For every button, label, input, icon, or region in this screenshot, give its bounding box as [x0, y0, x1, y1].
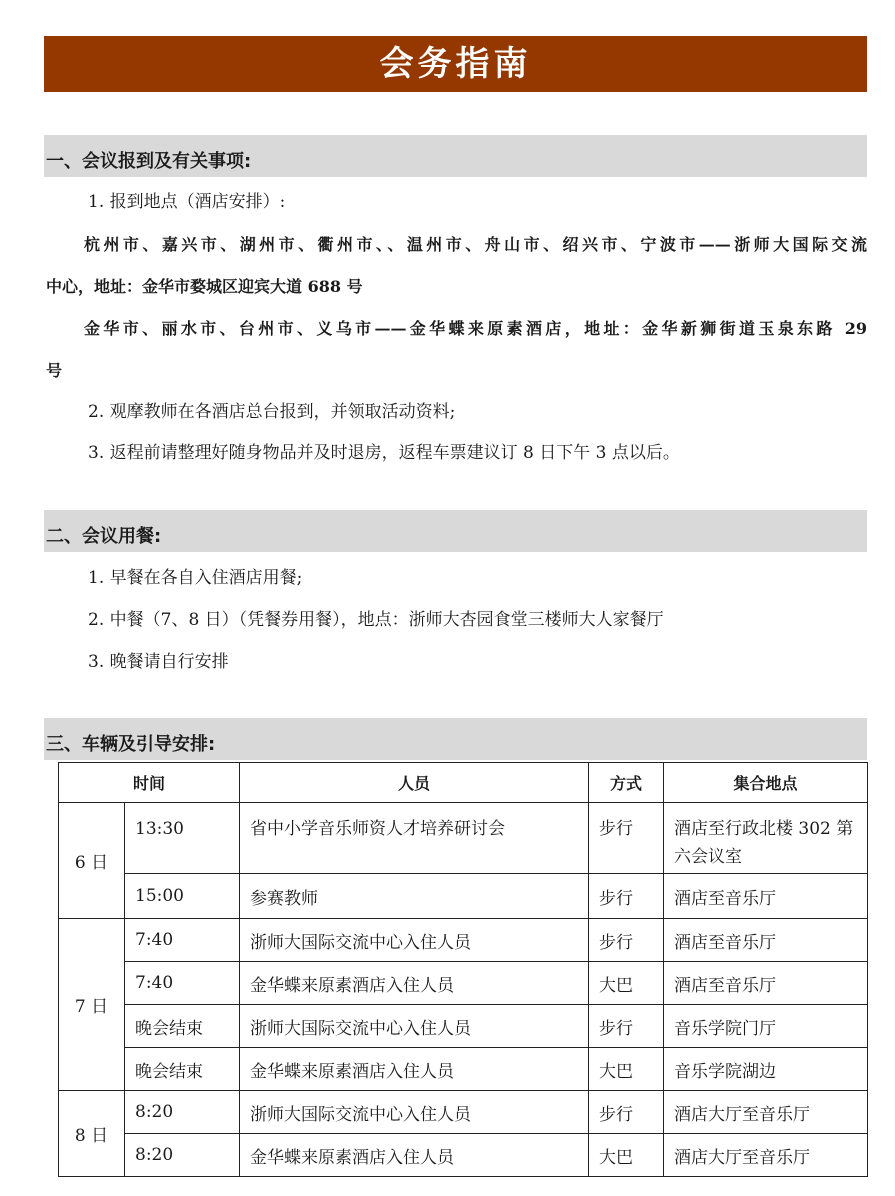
mode-cell: 步行 — [589, 919, 664, 962]
people-cell: 金华蝶来原素酒店入住人员 — [240, 1134, 589, 1177]
day-cell: 8 日 — [59, 1091, 125, 1177]
section-heading-text: 三、车辆及引导安排: — [46, 734, 216, 755]
mode-cell: 大巴 — [589, 1048, 664, 1091]
time-cell: 晚会结束 — [125, 1005, 240, 1048]
people-cell: 金华蝶来原素酒店入住人员 — [240, 962, 589, 1005]
place-cell: 酒店至行政北楼 302 第六会议室 — [664, 803, 868, 874]
mode-cell: 大巴 — [589, 962, 664, 1005]
time-cell: 7:40 — [125, 962, 240, 1005]
header-place: 集合地点 — [664, 763, 868, 803]
time-cell: 15:00 — [125, 874, 240, 919]
people-cell: 参赛教师 — [240, 874, 589, 919]
table-header-row — [59, 763, 868, 803]
place-cell: 酒店大厅至音乐厅 — [664, 1134, 868, 1177]
table-row — [59, 1048, 868, 1091]
section-heading-text: 二、会议用餐: — [46, 526, 162, 547]
table-row — [59, 1091, 868, 1134]
hotel-1-line-2: 中心，地址：金华市婺城区迎宾大道 688 号 — [46, 277, 363, 296]
registration-item-3: 3. 返程前请整理好随身物品并及时退房，返程车票建议订 8 日下午 3 点以后。 — [88, 443, 680, 463]
hotel-1-line-1-wrap — [84, 233, 867, 257]
day-cell: 6 日 — [59, 803, 125, 919]
table-row — [59, 803, 868, 874]
table-row — [59, 874, 868, 919]
people-cell: 浙师大国际交流中心入住人员 — [240, 1005, 589, 1048]
header-mode: 方式 — [589, 763, 664, 803]
people-cell: 浙师大国际交流中心入住人员 — [240, 1091, 589, 1134]
mode-cell: 大巴 — [589, 1134, 664, 1177]
people-cell: 金华蝶来原素酒店入住人员 — [240, 1048, 589, 1091]
place-cell: 酒店至音乐厅 — [664, 962, 868, 1005]
place-cell: 酒店大厅至音乐厅 — [664, 1091, 868, 1134]
time-cell: 13:30 — [125, 803, 240, 874]
meals-item-3: 3. 晚餐请自行安排 — [88, 652, 229, 672]
mode-cell: 步行 — [589, 874, 664, 919]
place-cell: 音乐学院门厅 — [664, 1005, 868, 1048]
mode-cell: 步行 — [589, 1091, 664, 1134]
people-cell: 浙师大国际交流中心入住人员 — [240, 919, 589, 962]
mode-cell: 步行 — [589, 803, 664, 874]
section-heading-text: 一、会议报到及有关事项: — [46, 151, 252, 172]
time-cell: 7:40 — [125, 919, 240, 962]
meals-item-1: 1. 早餐在各自入住酒店用餐; — [88, 568, 303, 588]
time-cell: 晚会结束 — [125, 1048, 240, 1091]
hotel-2-line-1: 金华市、丽水市、台州市、义乌市——金华蝶来原素酒店，地址：金华新狮街道玉泉东路 29 — [84, 319, 867, 338]
time-cell: 8:20 — [125, 1134, 240, 1177]
meals-item-2: 2. 中餐（7、8 日）（凭餐券用餐），地点：浙师大杏园食堂三楼师大人家餐厅 — [88, 610, 664, 630]
time-cell: 8:20 — [125, 1091, 240, 1134]
section-heading-transport — [44, 718, 867, 760]
page-title: 会务指南 — [44, 36, 867, 92]
section-heading-meals — [44, 510, 867, 552]
table-row — [59, 1134, 868, 1177]
schedule-table — [58, 762, 868, 1177]
table-row — [59, 962, 868, 1005]
header-people: 人员 — [240, 763, 589, 803]
table-row — [59, 919, 868, 962]
header-time: 时间 — [59, 763, 240, 803]
table-row — [59, 1005, 868, 1048]
people-cell: 省中小学音乐师资人才培养研讨会 — [240, 803, 589, 874]
place-cell: 酒店至音乐厅 — [664, 919, 868, 962]
day-cell: 7 日 — [59, 919, 125, 1091]
registration-item-2: 2. 观摩教师在各酒店总台报到，并领取活动资料; — [88, 402, 456, 422]
place-cell: 酒店至音乐厅 — [664, 874, 868, 919]
mode-cell: 步行 — [589, 1005, 664, 1048]
hotel-2-line-2: 号 — [46, 361, 63, 380]
registration-item-1: 1. 报到地点（酒店安排）: — [88, 192, 286, 212]
hotel-1-line-1: 杭州市、嘉兴市、湖州市、衢州市、、温州市、舟山市、绍兴市、宁波市——浙师大国际交流 — [84, 235, 867, 254]
place-cell: 音乐学院湖边 — [664, 1048, 868, 1091]
section-heading-registration — [44, 135, 867, 177]
hotel-2-line-1-wrap — [84, 317, 867, 341]
